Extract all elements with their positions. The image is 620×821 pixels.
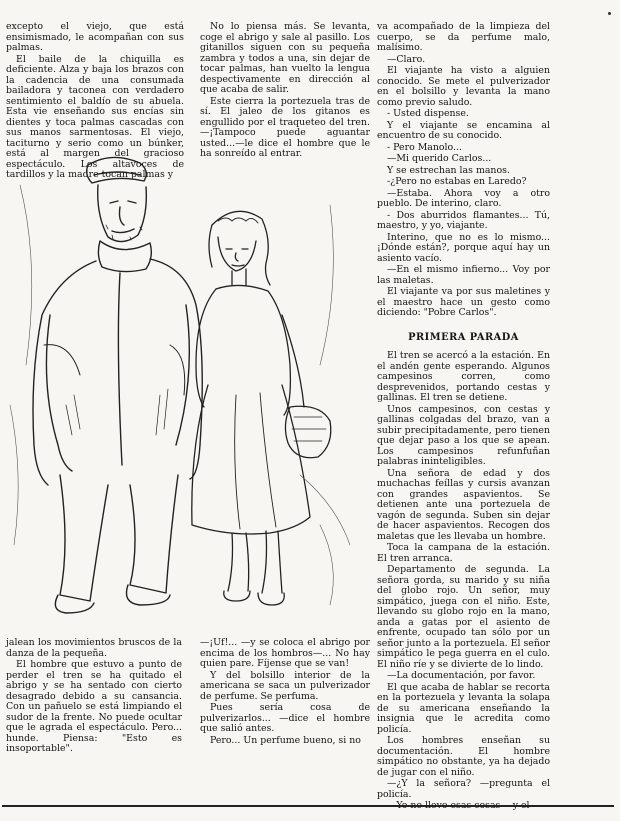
paragraph: El tren se acercó a la estación. En el andén gente esperando. Algunos campesinos corren, como desprevenidos, portando cestas y gallinas. El tren se detiene. <box>377 350 550 403</box>
paragraph: Unos campesinos, con cestas y gallinas colgadas del brazo, van a subir precipitadamente, pero tienen que dejar paso a los que se apean. Los campesinos refunfuñan palabras ininteligibles. <box>377 403 550 467</box>
column-1-bottom <box>6 638 182 756</box>
paragraph: Toca la campana de la estación. El tren arranca. <box>377 542 550 564</box>
section-heading: PRIMERA PARADA <box>408 331 519 343</box>
paragraph: El baile de la chiquilla es deficiente. Alza y baja los brazos con la cadencia de una consumada bailadora y taconea con verdadero sentimiento el baldío de su abuela. Esta vie enseñando sus encías sin dientes y toca palmas cascadas con sus manos sarmentosas. El viejo, taciturno y serio como un búnker, está al margen del gracioso espectáculo. Los altavoces de tardillos y la madre tocan palmas y <box>6 53 184 180</box>
paragraph: —¡Uf!... —y se coloca el abrigo por encima de los hombros—... No hay quien pare. Fíjense que se van! <box>200 637 370 669</box>
paragraph: No lo piensa más. Se levanta, coge el abrigo y sale al pasillo. Los gitanillos siguen con su pequeña zambra y todos a una, sin dejar de tocar palmas, han vuelto la lengua despectivamente en dirección al que acaba de salir. <box>200 21 370 95</box>
paragraph: —En el mismo infierno... Voy por las maletas. <box>377 264 550 286</box>
column-3-lower-text <box>377 351 550 812</box>
paragraph: —La documentación, por favor. <box>387 670 536 681</box>
print-speck <box>608 12 611 15</box>
girl-figure <box>192 211 331 605</box>
old-man-figure <box>33 157 202 613</box>
paragraph: - Usted dispense. <box>387 108 469 119</box>
paragraph: Este cierra la portezuela tras de sí. El jaleo de los gitanos es engullido por el traqueteo del tren. —¡Tampoco puede aguantar usted...—le dice el hombre que le ha sonreído al entrar. <box>200 95 370 159</box>
paragraph: —¿Y la señora? —pregunta el policía. <box>377 778 550 800</box>
ink-illustration-two-figures <box>0 145 375 635</box>
background-sketch-strokes <box>10 185 350 605</box>
paragraph: excepto el viejo, que está ensimismado, le acompañan con sus palmas. <box>6 21 184 53</box>
column-3-upper-text <box>377 22 550 319</box>
paragraph: Pero... Un perfume bueno, si no <box>210 734 361 746</box>
paragraph: —Mi querido Carlos... <box>387 153 492 164</box>
paragraph: Y del bolsillo interior de la americana se saca un pulverizador de perfume. Se perfuma. <box>200 669 370 702</box>
paragraph: -¿Pero no estabas en Laredo? <box>387 176 527 187</box>
paragraph: Interino, que no es lo mismo... ¡Dónde están?, porque aquí hay un asiento vacío. <box>377 231 550 264</box>
paragraph: El viajante va por sus maletines y el maestro hace un gesto como diciendo: "Pobre Carlos". <box>377 286 550 318</box>
bottom-rule <box>2 805 614 807</box>
paragraph: Una señora de edad y dos muchachas feíllas y cursis avanzan con grandes aspavientos. Se detienen ante una portezuela de vagón de segunda. Suben sin dejar de hacer aspavientos. Recogen dos maletas que les llevaba un hombre. <box>377 467 550 542</box>
paragraph: Departamento de segunda. La señora gorda, su marido y su niña del globo rojo. Un señor, muy simpático, juega con el niño. Este, llevando su globo rojo en la mano, anda a gatas por el asiento de enfrente, ocupado tan sólo por un señor junto a la portezuela. El señor simpático le pega guerra en el culo. El niño ríe y se divierte de lo lindo. <box>377 564 550 670</box>
column-2-top <box>200 22 370 161</box>
paragraph: El viajante ha visto a alguien conocido. Se mete el pulverizador en el bolsillo y levanta la mano como previo saludo. <box>377 65 550 108</box>
paragraph: - Dos aburridos flamantes... Tú, maestro, y yo, viajante. <box>377 209 550 231</box>
paragraph: Los hombres enseñan su documentación. El hombre simpático no obstante, ya ha dejado de jugar con el niño. <box>377 735 550 778</box>
paragraph: —Estaba. Ahora voy a otro pueblo. De interino, claro. <box>377 187 550 209</box>
column-3 <box>377 22 550 813</box>
paragraph: El que acaba de hablar se recorta en la portezuela y levanta la solapa de su americana enseñando la insignia que le acredita como policía. <box>377 681 550 735</box>
paragraph: —Yo no llevo esas cosas —y el <box>387 800 530 811</box>
paragraph: Y el viajante se encamina al encuentro de su conocido. <box>377 119 550 141</box>
paragraph: Y se estrechan las manos. <box>387 164 510 176</box>
paragraph: jalean los movimientos bruscos de la danza de la pequeña. <box>6 637 182 659</box>
paragraph: —Claro. <box>387 53 426 65</box>
paragraph: va acompañado de la limpieza del cuerpo, se da perfume malo, malísimo. <box>377 21 550 53</box>
paragraph: - Pero Manolo... <box>387 141 462 153</box>
column-2-bottom <box>200 638 370 747</box>
paragraph: El hombre que estuvo a punto de perder el tren se ha quitado el abrigo y se ha sentado con cierto desagrado debido a su cansancia. Con un pañuelo se está limpiando el sudor de la frente. No puede ocultar que le agrada el espectáculo. Pero... hunde. Piensa: "Esto es insoportable". <box>6 659 182 754</box>
paragraph: Pues sería cosa de pulverizarlos... —dice el hombre que salió antes. <box>200 702 370 734</box>
